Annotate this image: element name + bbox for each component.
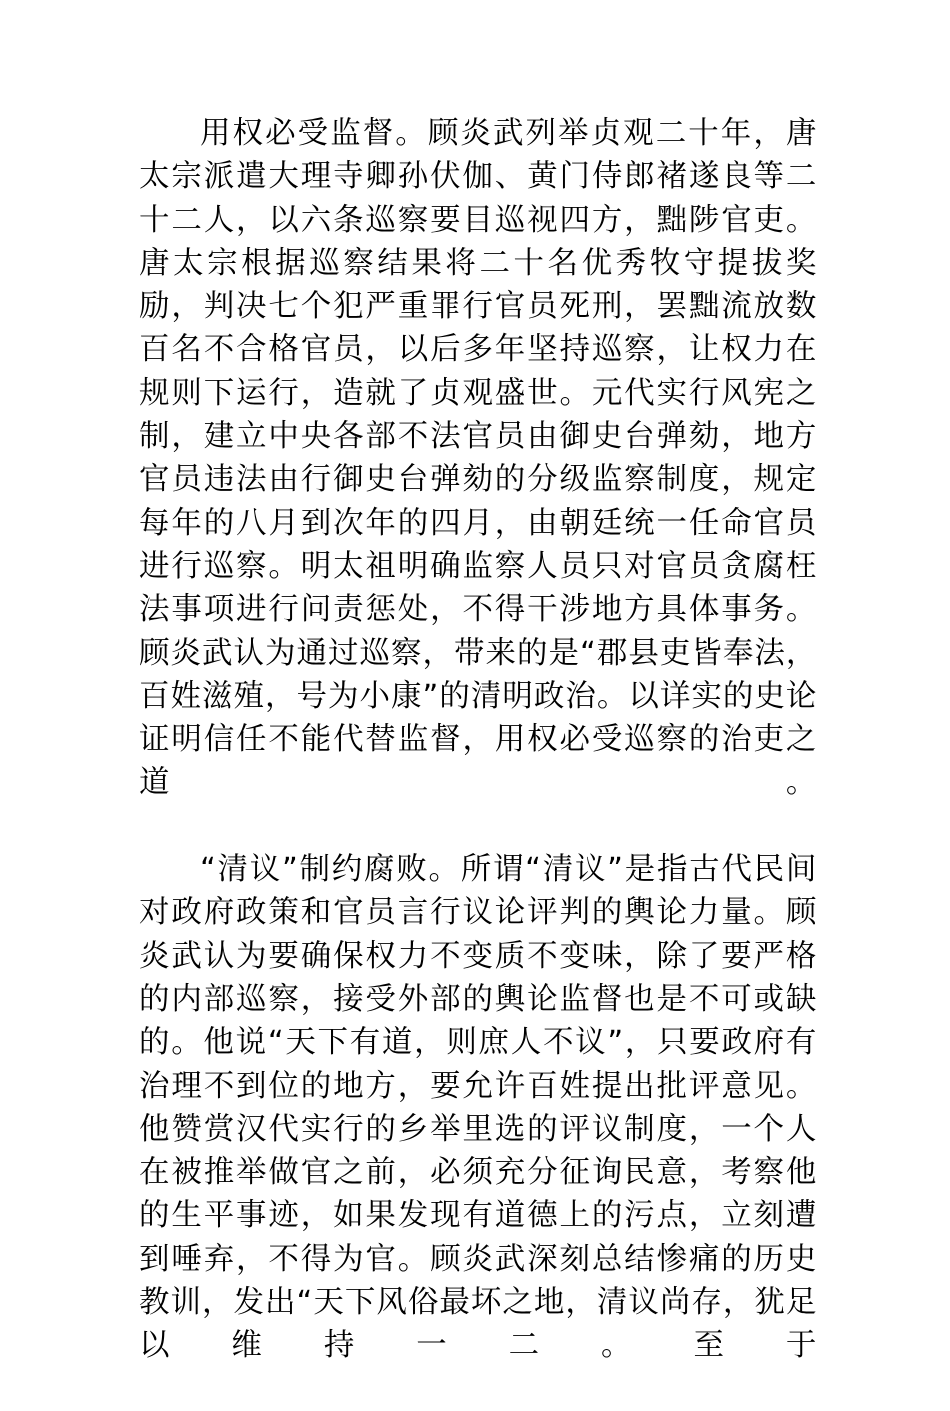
document-text-body — [139, 112, 817, 1411]
paragraph-supervision-of-power: 用权必受监督。顾炎武列举贞观二十年，唐太宗派遣大理寺卿孙伏伽、黄门侍郎褚遂良等二十二人，以六条巡察要目巡视四方，黜陟官吏。唐太宗根据巡察结果将二十名优秀牧守提拔奖励，判决七个犯严重罪行官员死刑，罢黜流放数百名不合格官员，以后多年坚持巡察，让权力在规则下运行，造就了贞观盛世。元代实行风宪之制，建立中央各部不法官员由御史台弹劾，地方官员违法由行御史台弹劾的分级监察制度，规定每年的八月到次年的四月，由朝廷统一任命官员进行巡察。明太祖明确监察人员只对官员贪腐枉法事项进行问责惩处，不得干涉地方具体事务。顾炎武认为通过巡察，带来的是“郡县吏皆奉法，百姓滋殖，号为小康”的清明政治。以详实的史论证明信任不能代替监督，用权必受巡察的治吏之道。 — [139, 116, 817, 801]
paragraph-public-opinion-restrains-corruption: “清议”制约腐败。所谓“清议”是指古代民间对政府政策和官员言行议论评判的輿论力量。顾炎武认为要确保权力不变质不变味，除了要严格的内部巡察，接受外部的輿论监督也是不可或缺的。他说“天下有道，则庶人不议”，只要政府有治理不到位的地方，要允许百姓提出批评意见。他赞赏汉代实行的乡举里选的评议制度，一个人在被推举做官之前，必须充分征询民意，考察他的生平事迹，如果发现有道德上的污点，立刻遭到唾弃，不得为官。顾炎武深刻总结惨痛的历史教训，发出“天下风俗最坏之地，清议尚存，犹足以维持一二。至于 — [139, 852, 817, 1364]
